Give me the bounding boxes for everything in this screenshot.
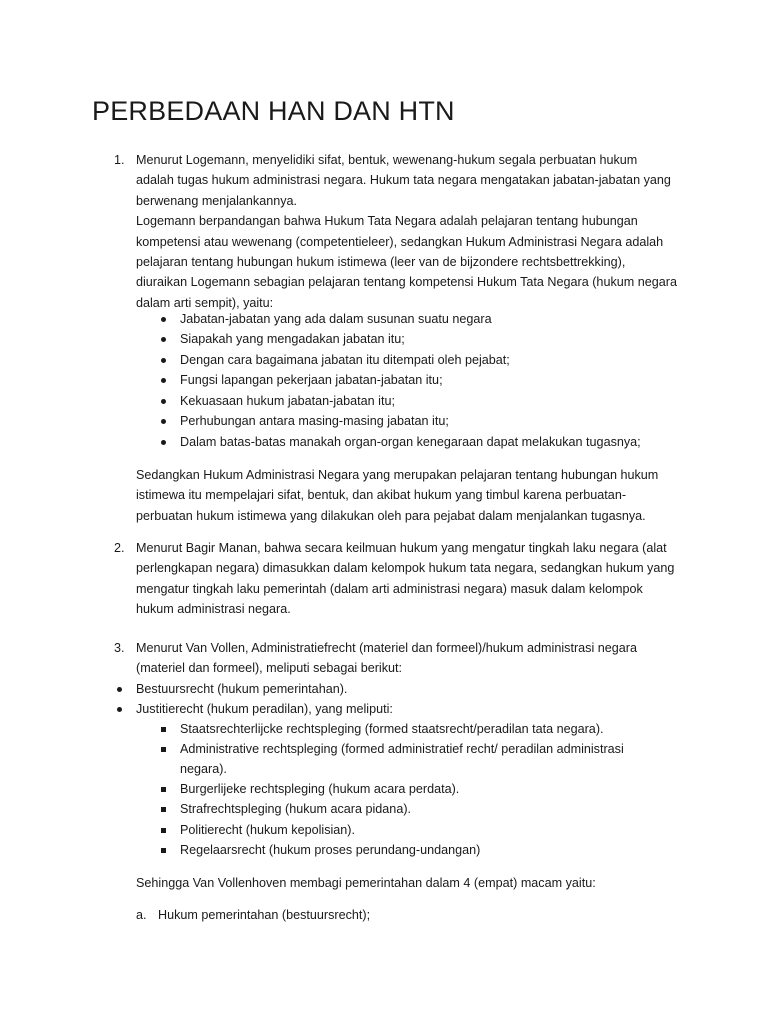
- bullet-disc-icon: [156, 350, 170, 370]
- list-item: Strafrechtspleging (hukum acara pidana).: [180, 802, 412, 816]
- text-line: Menurut Van Vollen, Administratiefrecht (materiel dan formeel)/hukum administrasi negara: [136, 641, 637, 655]
- text-line: istimewa itu mempelajari sifat, bentuk, dan akibat hukum yang timbul karena perbuatan-: [136, 488, 627, 503]
- list-a-marker: a.: [136, 908, 147, 922]
- bullet-disc-icon: [156, 411, 170, 431]
- list-item: Kekuasaan hukum jabatan-jabatan itu;: [180, 394, 395, 408]
- bullet-square-icon: [156, 739, 170, 759]
- bullet-disc-icon: [156, 432, 170, 452]
- text-line: perlengkapan negara) dimasukkan dalam kelompok hukum tata negara, sedangkan hukum yang: [136, 561, 675, 576]
- bullet-square-icon: [156, 779, 170, 799]
- bullet-square-icon: [156, 820, 170, 840]
- text-line: Sedangkan Hukum Administrasi Negara yang merupakan pelajaran tentang hubungan hukum: [136, 468, 659, 482]
- list-item: Regelaarsrecht (hukum proses perundang-undangan): [180, 843, 481, 857]
- section-2-number: 2.: [114, 541, 125, 555]
- bullet-square-icon: [156, 799, 170, 819]
- list-item-continuation: negara).: [180, 762, 227, 776]
- section-3-closing: Sehingga Van Vollenhoven membagi pemerintahan dalam 4 (empat) macam yaitu:: [136, 876, 596, 890]
- section-3-number: 3.: [114, 641, 125, 655]
- text-line: diuraikan Logemann sebagian pelajaran tentang kompetensi Hukum Tata Negara (hukum negara: [136, 275, 677, 290]
- bullet-disc-icon: [156, 370, 170, 390]
- text-line: Logemann berpandangan bahwa Hukum Tata Negara adalah pelajaran tentang hubungan: [136, 214, 638, 229]
- list-item: Fungsi lapangan pekerjaan jabatan-jabatan itu;: [180, 373, 443, 387]
- bullet-disc-icon: [156, 309, 170, 329]
- bullet-square-icon: [156, 840, 170, 860]
- page-title: PERBEDAAN HAN DAN HTN: [92, 96, 455, 126]
- section-1-number: 1.: [114, 153, 125, 167]
- text-line: kompetensi atau wewenang (competentieleer), sedangkan Hukum Administrasi Negara adalah: [136, 234, 664, 249]
- list-item: Administrative rechtspleging (formed administratief recht/ peradilan administrasi: [180, 742, 624, 756]
- text-line: perbuatan hukum istimewa yang dilakukan oleh para pejabat dalam menjalankan tugasnya.: [136, 508, 646, 523]
- section-3-paragraph: [136, 638, 681, 679]
- list-item: Jabatan-jabatan yang ada dalam susunan suatu negara: [180, 312, 492, 326]
- text-line: pelajaran tentang hubungan hukum istimewa (leer van de bijzondere rechtsbettrekking),: [136, 255, 626, 270]
- section-1-paragraph: [136, 150, 681, 313]
- list-item: Dalam batas-batas manakah organ-organ kenegaraan dapat melakukan tugasnya;: [180, 435, 641, 449]
- text-line: Menurut Logemann, menyelidiki sifat, bentuk, wewenang-hukum segala perbuatan hukum: [136, 153, 638, 167]
- text-line: Menurut Bagir Manan, bahwa secara keilmuan hukum yang mengatur tingkah laku negara (alat: [136, 541, 667, 555]
- bullet-disc-icon: [156, 391, 170, 411]
- bullet-square-icon: [156, 719, 170, 739]
- bullet-disc-icon: [112, 679, 126, 699]
- list-item: Staatsrechterlijcke rechtspleging (formed staatsrecht/peradilan tata negara).: [180, 722, 604, 736]
- list-item: Perhubungan antara masing-masing jabatan itu;: [180, 414, 449, 428]
- list-item: Burgerlijeke rechtspleging (hukum acara perdata).: [180, 782, 460, 796]
- text-line: berwenang menjalankannya.: [136, 193, 298, 208]
- list-item: Bestuursrecht (hukum pemerintahan).: [136, 682, 348, 696]
- text-line: mengatur tingkah laku pemerintah (dalam arti administrasi negara) masuk dalam kelompok: [136, 581, 643, 596]
- bullet-disc-icon: [112, 699, 126, 719]
- text-line: dalam arti sempit), yaitu:: [136, 295, 274, 310]
- list-item: Siapakah yang mengadakan jabatan itu;: [180, 332, 405, 346]
- list-item: Dengan cara bagaimana jabatan itu ditempati oleh pejabat;: [180, 353, 510, 367]
- bullet-disc-icon: [156, 329, 170, 349]
- list-item: Justitierecht (hukum peradilan), yang meliputi:: [136, 702, 393, 716]
- text-line: hukum administrasi negara.: [136, 602, 291, 617]
- text-line: adalah tugas hukum administrasi negara. Hukum tata negara mengatakan jabatan-jabatan yang: [136, 173, 671, 188]
- section-2-paragraph: [136, 538, 681, 620]
- list-item: Politierecht (hukum kepolisian).: [180, 823, 355, 837]
- text-line: (materiel dan formeel), meliputi sebagai berikut:: [136, 661, 402, 676]
- list-a-item: Hukum pemerintahan (bestuursrecht);: [158, 908, 371, 922]
- section-1-closing-paragraph: [136, 465, 681, 526]
